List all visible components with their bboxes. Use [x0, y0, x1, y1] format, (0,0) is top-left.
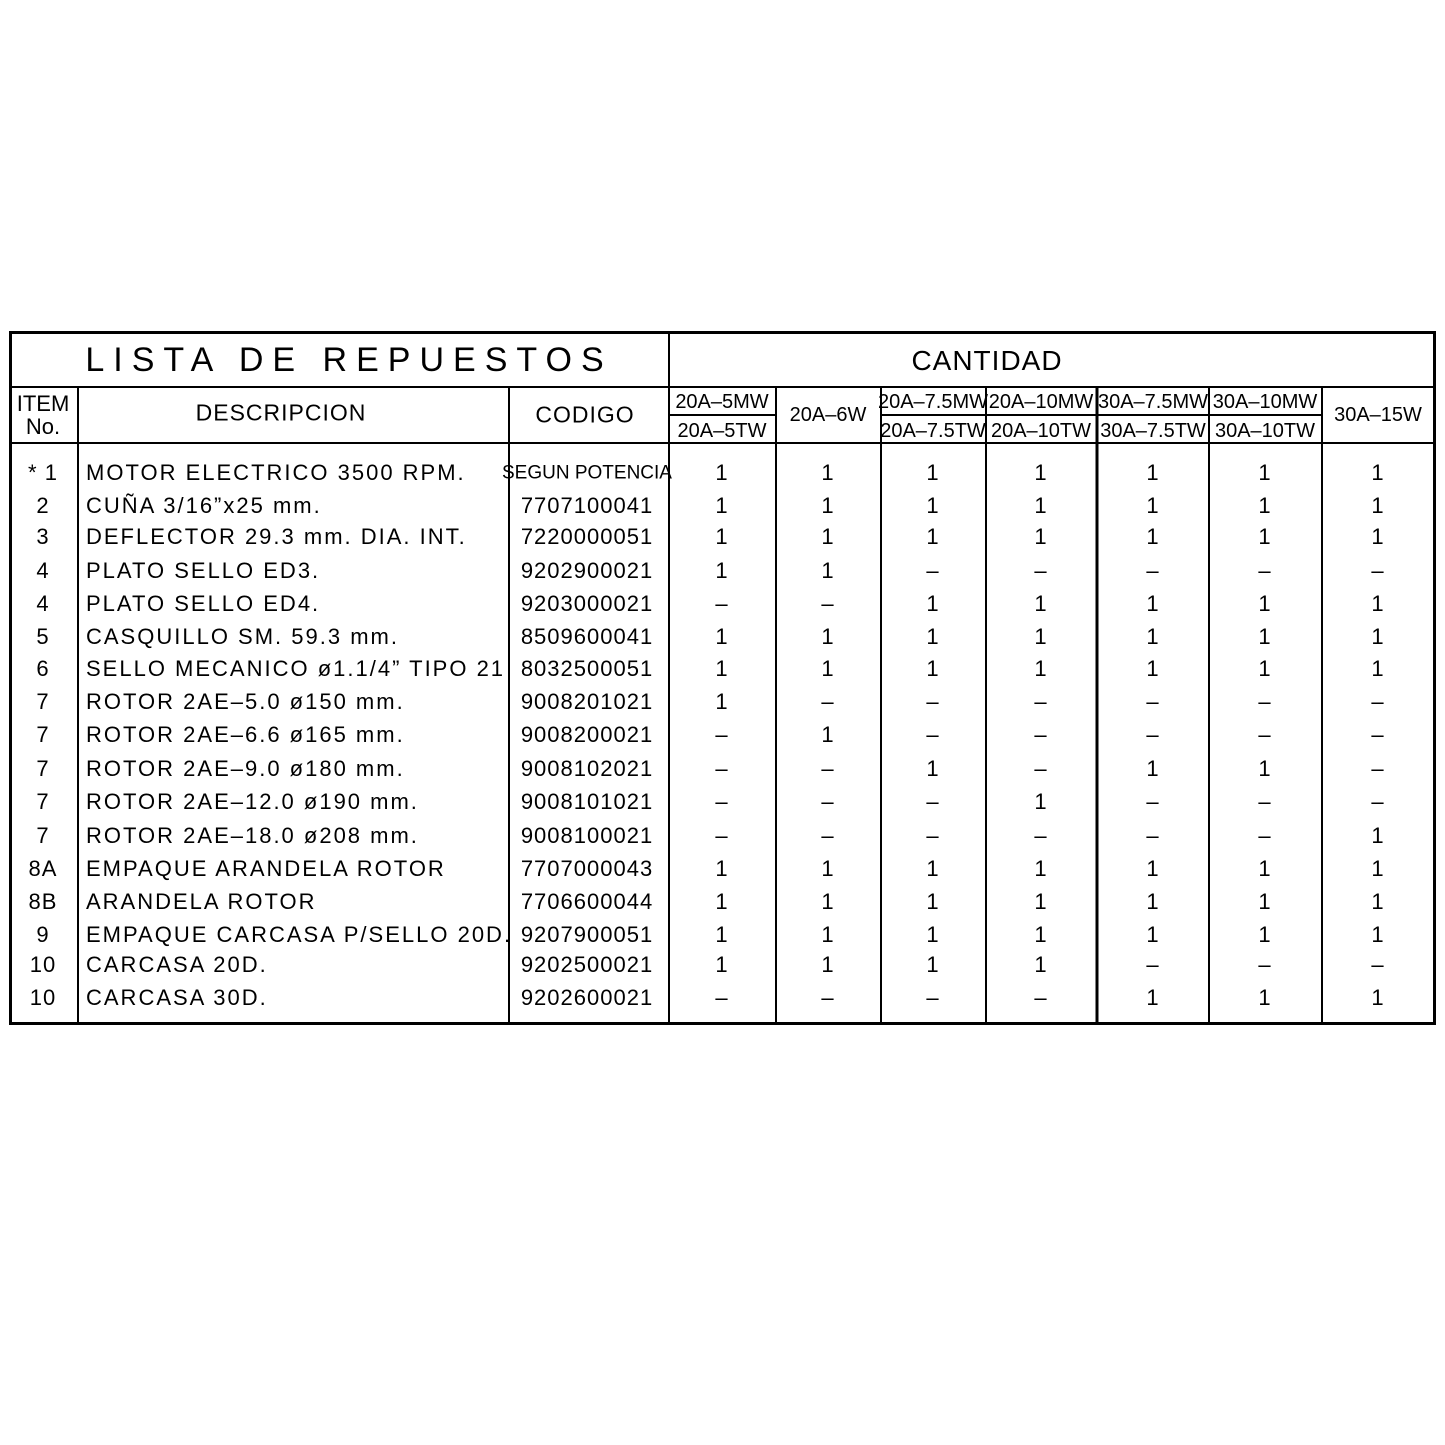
quantity-cell: – [1034, 985, 1048, 1010]
quantity-cell: 1 [1034, 591, 1048, 616]
quantity-cell: 1 [1146, 889, 1160, 914]
model-header-3-top: 20A–7.5MW [877, 391, 989, 413]
quantity-cell: 1 [926, 756, 940, 781]
item-header-line1: ITEM [16, 390, 70, 416]
quantity-cell: – [926, 823, 940, 848]
quantity-cell: 1 [1146, 493, 1160, 518]
quantity-cell: – [821, 985, 835, 1010]
quantity-cell: 1 [1371, 922, 1385, 947]
quantity-cell: – [1258, 689, 1272, 714]
quantity-cell: 1 [1258, 624, 1272, 649]
quantity-cell: 1 [926, 591, 940, 616]
part-description: SELLO MECANICO ø1.1/4” TIPO 21 [86, 656, 506, 681]
quantity-cell: – [715, 722, 729, 747]
quantity-cell: 1 [715, 493, 729, 518]
quantity-cell: – [1146, 789, 1160, 814]
quantity-cell: – [1034, 823, 1048, 848]
item-number: 7 [36, 689, 50, 714]
quantity-cell: 1 [821, 460, 835, 485]
part-code: 9202900021 [520, 558, 654, 583]
quantity-cell: – [1146, 689, 1160, 714]
item-number: 8A [28, 856, 58, 881]
description-header: DESCRIPCION [195, 399, 367, 426]
quantity-cell: 1 [1034, 524, 1048, 549]
quantity-cell: 1 [1371, 591, 1385, 616]
part-code: 7707100041 [520, 493, 654, 518]
quantity-cell: 1 [1258, 889, 1272, 914]
quantity-header: CANTIDAD [911, 345, 1063, 376]
quantity-cell: – [1371, 558, 1385, 583]
quantity-cell: 1 [926, 856, 940, 881]
quantity-cell: 1 [1258, 493, 1272, 518]
quantity-cell: – [821, 823, 835, 848]
quantity-cell: – [1146, 722, 1160, 747]
quantity-cell: 1 [1146, 460, 1160, 485]
quantity-cell: – [1371, 722, 1385, 747]
part-code: 9008200021 [520, 722, 654, 747]
quantity-cell: – [926, 722, 940, 747]
quantity-cell: 1 [715, 524, 729, 549]
model-header-2: 20A–6W [789, 404, 867, 426]
quantity-cell: 1 [926, 460, 940, 485]
quantity-cell: 1 [1258, 460, 1272, 485]
quantity-cell: 1 [715, 922, 729, 947]
quantity-cell: 1 [1034, 493, 1048, 518]
quantity-cell: – [1258, 722, 1272, 747]
item-number: 8B [28, 889, 58, 914]
quantity-cell: – [715, 823, 729, 848]
model-header-6-top: 30A–10MW [1212, 391, 1318, 413]
quantity-cell: – [1371, 756, 1385, 781]
model-header-5-top: 30A–7.5MW [1097, 391, 1209, 413]
model-header-7: 30A–15W [1334, 404, 1422, 426]
quantity-cell: 1 [1258, 756, 1272, 781]
item-number: 7 [36, 789, 50, 814]
quantity-cell: 1 [715, 558, 729, 583]
model-header-6-bottom: 30A–10TW [1214, 420, 1316, 442]
quantity-cell: – [715, 591, 729, 616]
quantity-cell: – [1258, 823, 1272, 848]
quantity-cell: – [1146, 823, 1160, 848]
model-header-4-top: 20A–10MW [988, 391, 1094, 413]
quantity-cell: 1 [715, 889, 729, 914]
quantity-cell: 1 [1371, 624, 1385, 649]
quantity-cell: – [1371, 789, 1385, 814]
quantity-cell: 1 [1371, 823, 1385, 848]
part-code: 9207900051 [520, 922, 654, 947]
item-number: 10 [29, 952, 57, 977]
quantity-cell: – [821, 591, 835, 616]
quantity-cell: 1 [715, 460, 729, 485]
quantity-cell: – [926, 689, 940, 714]
part-description: ROTOR 2AE–5.0 ø150 mm. [86, 689, 405, 714]
item-number: 5 [36, 624, 50, 649]
quantity-cell: 1 [926, 922, 940, 947]
quantity-cell: 1 [821, 493, 835, 518]
quantity-cell: – [1371, 952, 1385, 977]
part-description: EMPAQUE ARANDELA ROTOR [86, 856, 446, 881]
quantity-cell: 1 [821, 656, 835, 681]
model-header-5-bottom: 30A–7.5TW [1100, 420, 1206, 442]
quantity-cell: 1 [1146, 756, 1160, 781]
item-number: 7 [36, 722, 50, 747]
part-code: 9008100021 [520, 823, 654, 848]
quantity-cell: – [1034, 689, 1048, 714]
quantity-cell: 1 [821, 952, 835, 977]
item-number: 2 [36, 493, 50, 518]
part-description: EMPAQUE CARCASA P/SELLO 20D. [86, 922, 513, 947]
part-code: 9202600021 [520, 985, 654, 1010]
quantity-cell: – [1034, 722, 1048, 747]
quantity-cell: 1 [1146, 591, 1160, 616]
quantity-cell: – [821, 689, 835, 714]
quantity-cell: 1 [1258, 591, 1272, 616]
quantity-cell: 1 [1258, 656, 1272, 681]
quantity-cell: 1 [1146, 624, 1160, 649]
quantity-cell: – [1034, 756, 1048, 781]
part-description: MOTOR ELECTRICO 3500 RPM. [86, 460, 466, 485]
quantity-cell: 1 [1371, 493, 1385, 518]
quantity-cell: 1 [1371, 856, 1385, 881]
quantity-cell: 1 [715, 952, 729, 977]
quantity-cell: – [715, 756, 729, 781]
quantity-cell: – [1146, 558, 1160, 583]
code-header: CODIGO [535, 401, 635, 428]
quantity-cell: 1 [1034, 952, 1048, 977]
part-code: 9202500021 [520, 952, 654, 977]
part-description: ROTOR 2AE–18.0 ø208 mm. [86, 823, 419, 848]
quantity-cell: 1 [1034, 656, 1048, 681]
quantity-cell: 1 [926, 624, 940, 649]
quantity-cell: 1 [821, 558, 835, 583]
quantity-cell: 1 [1371, 656, 1385, 681]
quantity-cell: – [1146, 952, 1160, 977]
quantity-cell: – [926, 985, 940, 1010]
part-code: 8032500051 [520, 656, 654, 681]
item-number: 6 [36, 656, 50, 681]
quantity-cell: – [821, 789, 835, 814]
quantity-cell: 1 [1146, 656, 1160, 681]
quantity-cell: – [926, 789, 940, 814]
part-description: CARCASA 30D. [86, 985, 268, 1010]
item-number-header [17, 392, 70, 438]
item-number: 7 [36, 756, 50, 781]
quantity-cell: 1 [1034, 889, 1048, 914]
quantity-cell: – [1258, 952, 1272, 977]
part-description: ROTOR 2AE–9.0 ø180 mm. [86, 756, 405, 781]
quantity-cell: 1 [821, 856, 835, 881]
model-header-1-top: 20A–5MW [675, 391, 769, 413]
quantity-cell: – [926, 558, 940, 583]
quantity-cell: 1 [715, 856, 729, 881]
quantity-cell: 1 [926, 524, 940, 549]
quantity-cell: – [1371, 689, 1385, 714]
model-header-3-bottom: 20A–7.5TW [880, 420, 986, 442]
quantity-cell: 1 [1371, 524, 1385, 549]
part-code: SEGUN POTENCIA [502, 462, 672, 484]
quantity-cell: 1 [715, 689, 729, 714]
table-title: LISTA DE REPUESTOS [85, 341, 613, 379]
item-number: 4 [36, 558, 50, 583]
item-number: * 1 [28, 460, 58, 485]
part-description: PLATO SELLO ED4. [86, 591, 321, 616]
model-header-4-bottom: 20A–10TW [990, 420, 1092, 442]
quantity-cell: 1 [821, 524, 835, 549]
quantity-cell: – [1034, 558, 1048, 583]
quantity-cell: 1 [1146, 524, 1160, 549]
item-number: 10 [29, 985, 57, 1010]
item-number: 7 [36, 823, 50, 848]
quantity-cell: 1 [1258, 524, 1272, 549]
item-number: 9 [36, 922, 50, 947]
quantity-cell: – [715, 789, 729, 814]
quantity-cell: 1 [1034, 460, 1048, 485]
quantity-cell: 1 [926, 952, 940, 977]
quantity-cell: 1 [1258, 985, 1272, 1010]
quantity-cell: 1 [926, 656, 940, 681]
quantity-cell: – [1258, 558, 1272, 583]
item-number: 3 [36, 524, 50, 549]
model-header-1-bottom: 20A–5TW [677, 420, 767, 442]
quantity-cell: – [1258, 789, 1272, 814]
quantity-cell: 1 [1258, 922, 1272, 947]
quantity-cell: 1 [1146, 985, 1160, 1010]
quantity-cell: 1 [1146, 856, 1160, 881]
quantity-cell: – [715, 985, 729, 1010]
quantity-cell: 1 [821, 922, 835, 947]
item-number: 4 [36, 591, 50, 616]
part-code: 9008102021 [520, 756, 654, 781]
part-description: ROTOR 2AE–12.0 ø190 mm. [86, 789, 419, 814]
quantity-cell: 1 [821, 624, 835, 649]
quantity-cell: 1 [1034, 856, 1048, 881]
part-code: 9008101021 [520, 789, 654, 814]
part-code: 9008201021 [520, 689, 654, 714]
quantity-cell: 1 [715, 624, 729, 649]
quantity-cell: 1 [821, 722, 835, 747]
part-description: DEFLECTOR 29.3 mm. DIA. INT. [86, 524, 467, 549]
quantity-cell: 1 [1034, 624, 1048, 649]
quantity-cell: 1 [1371, 985, 1385, 1010]
quantity-cell: 1 [926, 889, 940, 914]
quantity-cell: – [821, 756, 835, 781]
part-description: PLATO SELLO ED3. [86, 558, 321, 583]
part-code: 7220000051 [520, 524, 654, 549]
part-description: CARCASA 20D. [86, 952, 268, 977]
part-description: ROTOR 2AE–6.6 ø165 mm. [86, 722, 405, 747]
quantity-cell: 1 [926, 493, 940, 518]
quantity-cell: 1 [1258, 856, 1272, 881]
part-description: CUÑA 3/16”x25 mm. [86, 493, 322, 518]
quantity-cell: 1 [1034, 789, 1048, 814]
quantity-cell: 1 [1034, 922, 1048, 947]
part-description: ARANDELA ROTOR [86, 889, 317, 914]
part-code: 8509600041 [520, 624, 654, 649]
quantity-cell: 1 [1371, 889, 1385, 914]
part-code: 7706600044 [520, 889, 654, 914]
quantity-cell: 1 [715, 656, 729, 681]
part-description: CASQUILLO SM. 59.3 mm. [86, 624, 399, 649]
quantity-cell: 1 [1146, 922, 1160, 947]
parts-list-sheet [9, 331, 1436, 1025]
quantity-cell: 1 [821, 889, 835, 914]
part-code: 9203000021 [520, 591, 654, 616]
part-code: 7707000043 [520, 856, 654, 881]
quantity-cell: 1 [1371, 460, 1385, 485]
item-header-line2: No. [25, 414, 61, 439]
